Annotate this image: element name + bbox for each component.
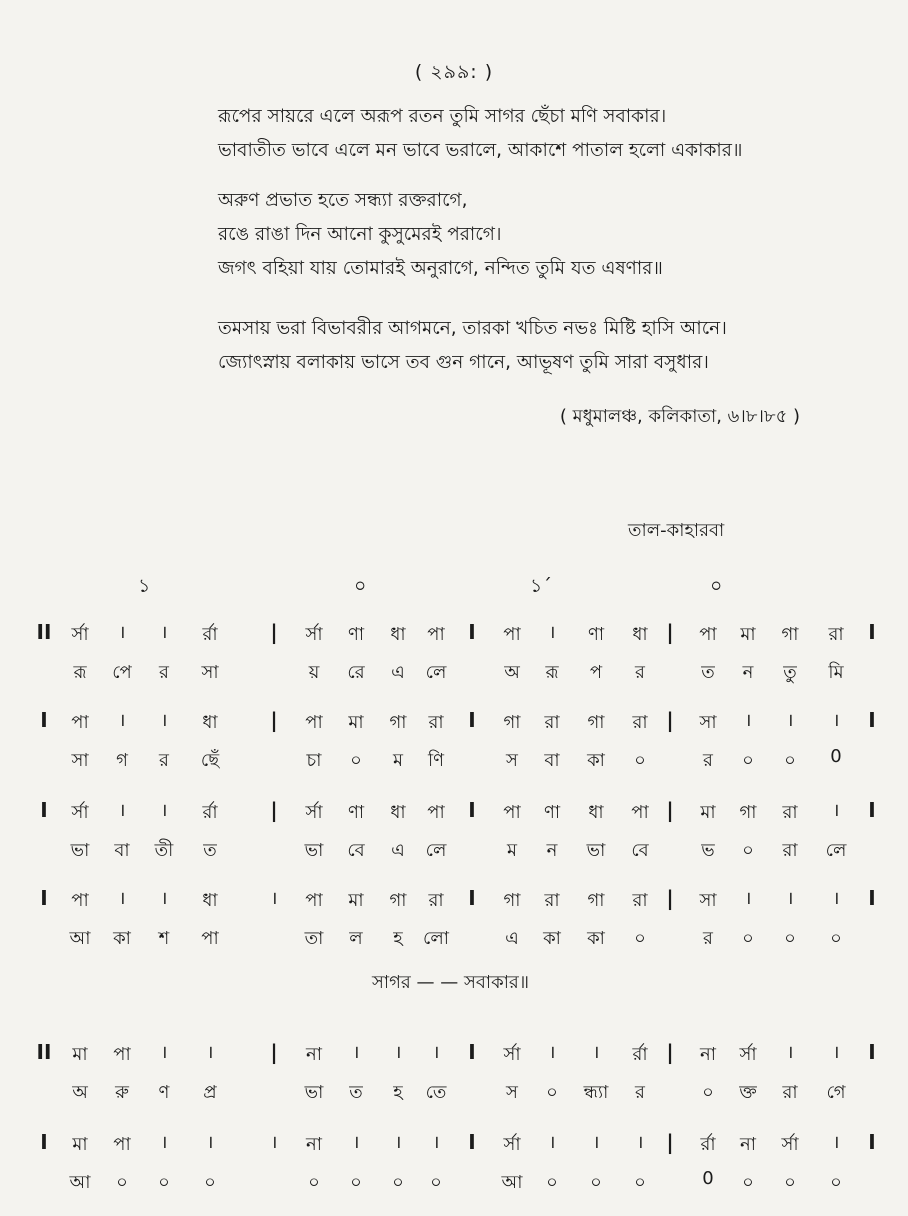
lyric-syllable: লে — [425, 662, 447, 683]
swara-note: গা — [503, 890, 521, 911]
bar-line: । — [160, 710, 168, 731]
lyric-syllable: 0 — [830, 746, 842, 767]
bar-line: I — [40, 886, 48, 910]
bar-line: । — [786, 888, 794, 909]
bar-line: I — [40, 798, 48, 822]
lyric-syllable: ভা — [304, 1082, 324, 1103]
swara-note: পা — [699, 624, 717, 645]
lyric-syllable: ০ — [742, 1172, 754, 1193]
swara-note: পা — [427, 802, 445, 823]
lyric-syllable: হ — [393, 1082, 403, 1103]
beat-mark: ১ — [138, 575, 151, 597]
bar-line: । — [118, 710, 126, 731]
bar-line: | — [270, 620, 278, 644]
swara-note: পা — [71, 712, 89, 733]
bar-line: II — [36, 620, 52, 644]
lyric-syllable: আ — [501, 1172, 523, 1193]
lyric-syllable: ন — [546, 840, 558, 861]
swara-note: পা — [71, 890, 89, 911]
beat-mark: ১´ — [530, 575, 552, 597]
lyric-syllable: প — [589, 662, 603, 683]
lyric-syllable: রা — [782, 840, 798, 861]
lyric-syllable: শ — [158, 928, 170, 949]
swara-note: র্সা — [71, 802, 89, 823]
swara-note: ণা — [347, 624, 365, 645]
bar-line: । — [160, 888, 168, 909]
bar-line: । — [352, 1042, 360, 1063]
bar-line: I — [468, 798, 476, 822]
lyric-syllable: ০ — [742, 840, 754, 861]
bar-line: । — [394, 1042, 402, 1063]
verse-line: জ্যোৎস্নায় বলাকায় ভাসে তব গুন গানে, আভূষণ তুমি সারা বসুধার। — [218, 352, 709, 373]
swara-note: না — [306, 1044, 322, 1065]
bar-line: । — [160, 1042, 168, 1063]
bar-line: । — [206, 1042, 214, 1063]
lyric-syllable: পা — [201, 928, 219, 949]
lyric-syllable: ০ — [158, 1172, 170, 1193]
swara-note: গা — [389, 712, 407, 733]
lyric-syllable: র — [159, 662, 169, 683]
swara-note: না — [700, 1044, 716, 1065]
lyric-syllable: মি — [828, 662, 844, 683]
swara-note: মা — [700, 802, 716, 823]
swara-note: গা — [587, 890, 605, 911]
bar-line: । — [270, 888, 278, 909]
lyric-syllable: ০ — [784, 928, 796, 949]
swara-note: রা — [428, 890, 444, 911]
bar-line: । — [832, 1132, 840, 1153]
swara-note: পা — [503, 624, 521, 645]
bar-line: । — [160, 800, 168, 821]
bar-line: I — [868, 708, 876, 732]
lyric-syllable: ভ — [701, 840, 715, 861]
lyric-syllable: ০ — [430, 1172, 442, 1193]
lyric-syllable: লে — [425, 840, 447, 861]
lyric-syllable: ল — [349, 928, 363, 949]
swara-note: না — [306, 1134, 322, 1155]
lyric-syllable: তা — [304, 928, 324, 949]
lyric-syllable: র — [635, 1082, 645, 1103]
lyric-syllable: ভা — [304, 840, 324, 861]
lyric-syllable: বা — [114, 840, 130, 861]
verse-line: ভাবাতীত ভাবে এলে মন ভাবে ভরালে, আকাশে পাতাল হলো একাকার॥ — [218, 140, 743, 161]
swara-note: রা — [632, 712, 648, 733]
bar-line: I — [468, 620, 476, 644]
lyric-syllable: ০ — [546, 1172, 558, 1193]
lyric-syllable: ০ — [204, 1172, 216, 1193]
verse-line: রূপের সায়রে এলে অরূপ রতন তুমি সাগর ছেঁচা মণি সবাকার। — [218, 106, 667, 127]
swara-note: ধা — [588, 802, 604, 823]
swara-note: র্রা — [202, 802, 218, 823]
lyric-syllable: লো — [423, 928, 449, 949]
swara-note: গা — [739, 802, 757, 823]
swara-note: সা — [699, 712, 717, 733]
lyric-syllable: লে — [825, 840, 847, 861]
lyric-syllable: তু — [783, 662, 797, 683]
lyric-syllable: ণ — [158, 1082, 170, 1103]
lyric-syllable: ০ — [350, 1172, 362, 1193]
lyric-syllable: এ — [505, 928, 519, 949]
lyric-syllable: ০ — [742, 750, 754, 771]
lyric-syllable: র — [635, 662, 645, 683]
lyric-syllable: ০ — [392, 1172, 404, 1193]
bar-line: । — [744, 710, 752, 731]
bar-line: । — [636, 1132, 644, 1153]
bar-line: । — [432, 1042, 440, 1063]
verse-line: তমসায় ভরা বিভাবরীর আগমনে, তারকা খচিত নভঃ মিষ্টি হাসি আনে। — [218, 318, 727, 339]
swara-note: র্রা — [700, 1134, 716, 1155]
swara-note: র্সা — [71, 624, 89, 645]
bar-line: । — [432, 1132, 440, 1153]
lyric-syllable: ০ — [546, 1082, 558, 1103]
bar-line: । — [786, 710, 794, 731]
swara-note: রা — [828, 624, 844, 645]
lyric-syllable: কা — [587, 928, 605, 949]
lyric-syllable: পে — [112, 662, 132, 683]
swara-note: গা — [587, 712, 605, 733]
beat-mark: ০ — [354, 575, 367, 597]
lyric-syllable: ভা — [70, 840, 90, 861]
lyric-syllable: এ — [391, 662, 405, 683]
lyric-syllable: এ — [391, 840, 405, 861]
lyric-syllable: রু — [115, 1082, 129, 1103]
bar-line: I — [868, 1040, 876, 1064]
lyric-syllable: স — [506, 750, 518, 771]
swara-note: র্রা — [632, 1044, 648, 1065]
bar-line: | — [270, 708, 278, 732]
bar-line: । — [206, 1132, 214, 1153]
swara-note: মা — [348, 890, 364, 911]
lyric-syllable: ণি — [427, 750, 445, 771]
swara-note: ণা — [543, 802, 561, 823]
swara-note: গা — [503, 712, 521, 733]
lyric-syllable: ত — [349, 1082, 363, 1103]
bar-line: । — [118, 622, 126, 643]
swara-note: মা — [72, 1044, 88, 1065]
swara-note: র্সা — [503, 1044, 521, 1065]
bar-line: । — [548, 1042, 556, 1063]
swara-note: ধা — [390, 802, 406, 823]
bar-line: । — [118, 800, 126, 821]
lyric-syllable: র — [159, 750, 169, 771]
verse-line: অরুণ প্রভাত হতে সন্ধ্যা রক্তরাগে, — [218, 190, 468, 211]
swara-note: পা — [503, 802, 521, 823]
bar-line: I — [868, 798, 876, 822]
bar-line: | — [666, 886, 674, 910]
lyric-syllable: ০ — [308, 1172, 320, 1193]
swara-note: রা — [544, 890, 560, 911]
lyric-syllable: আ — [69, 1172, 91, 1193]
bar-line: I — [468, 1040, 476, 1064]
swara-note: সা — [699, 890, 717, 911]
lyric-syllable: ০ — [350, 750, 362, 771]
bar-line: I — [468, 886, 476, 910]
bar-line: | — [666, 620, 674, 644]
bar-line: I — [868, 1130, 876, 1154]
bar-line: | — [666, 708, 674, 732]
lyric-syllable: ০ — [116, 1172, 128, 1193]
lyric-syllable: চা — [306, 750, 322, 771]
swara-note: রা — [782, 802, 798, 823]
bar-line: । — [118, 888, 126, 909]
bar-line: । — [832, 1042, 840, 1063]
bar-line: I — [40, 708, 48, 732]
lyric-syllable: গ — [116, 750, 128, 771]
lyric-syllable: সা — [201, 662, 219, 683]
lyric-syllable: কা — [543, 928, 561, 949]
lyric-syllable: ০ — [634, 928, 646, 949]
bar-line: । — [160, 1132, 168, 1153]
lyric-syllable: ০ — [742, 928, 754, 949]
lyric-syllable: রে — [347, 662, 365, 683]
lyric-syllable: ক্ত — [739, 1082, 757, 1103]
bar-line: । — [548, 1132, 556, 1153]
swara-note: পা — [113, 1044, 131, 1065]
bar-line: । — [592, 1132, 600, 1153]
lyric-syllable: তী — [154, 840, 174, 861]
swara-note: ধা — [202, 890, 218, 911]
refrain-line: সাগর — — সবাকার॥ — [372, 972, 529, 993]
bar-line: । — [352, 1132, 360, 1153]
bar-line: । — [548, 622, 556, 643]
bar-line: I — [468, 708, 476, 732]
swara-note: ধা — [632, 624, 648, 645]
swara-note: পা — [113, 1134, 131, 1155]
swara-note: পা — [305, 712, 323, 733]
lyric-syllable: র — [703, 750, 713, 771]
verse-line: জগৎ বহিয়া যায় তোমারই অনুরাগে, নন্দিত তুমি যত এষণার॥ — [218, 258, 663, 279]
lyric-syllable: ছেঁ — [200, 750, 220, 771]
bar-line: । — [160, 622, 168, 643]
lyric-syllable: ত — [203, 840, 217, 861]
lyric-syllable: প্র — [203, 1082, 217, 1103]
swara-note: পা — [305, 890, 323, 911]
bar-line: | — [666, 798, 674, 822]
lyric-syllable: ০ — [830, 928, 842, 949]
lyric-syllable: ০ — [702, 1082, 714, 1103]
bar-line: । — [270, 1132, 278, 1153]
bar-line: । — [786, 1042, 794, 1063]
swara-note: ণা — [587, 624, 605, 645]
lyric-syllable: ম — [507, 840, 517, 861]
swara-note: পা — [427, 624, 445, 645]
swara-note: র্সা — [305, 624, 323, 645]
lyric-syllable: ০ — [784, 750, 796, 771]
swara-note: র্সা — [503, 1134, 521, 1155]
lyric-syllable: য় — [308, 662, 320, 683]
lyric-syllable: আ — [69, 928, 91, 949]
swara-note: ধা — [390, 624, 406, 645]
lyric-syllable: স — [506, 1082, 518, 1103]
lyric-syllable: তে — [425, 1082, 447, 1103]
lyric-syllable: বা — [544, 750, 560, 771]
lyric-syllable: ন — [742, 662, 754, 683]
lyric-syllable: রূ — [545, 662, 559, 683]
beat-mark: ০ — [710, 575, 723, 597]
lyric-syllable: ০ — [634, 1172, 646, 1193]
lyric-syllable: ত — [701, 662, 715, 683]
lyric-syllable: ০ — [634, 750, 646, 771]
bar-line: I — [468, 1130, 476, 1154]
swara-note: ধা — [202, 712, 218, 733]
bar-line: I — [868, 620, 876, 644]
bar-line: I — [868, 886, 876, 910]
bar-line: | — [666, 1130, 674, 1154]
bar-line: । — [832, 800, 840, 821]
lyric-syllable: অ — [72, 1082, 88, 1103]
swara-note: র্রা — [202, 624, 218, 645]
swara-note: ণা — [347, 802, 365, 823]
swara-note: র্সা — [305, 802, 323, 823]
page-number: ( ২৯৯: ) — [414, 61, 494, 83]
bar-line: | — [270, 1040, 278, 1064]
lyric-syllable: ০ — [590, 1172, 602, 1193]
lyric-syllable: হ — [393, 928, 403, 949]
bar-line: । — [832, 888, 840, 909]
swara-note: রা — [428, 712, 444, 733]
lyric-syllable: বে — [347, 840, 365, 861]
lyric-syllable: কা — [113, 928, 131, 949]
swara-note: পা — [631, 802, 649, 823]
lyric-syllable: বে — [631, 840, 649, 861]
lyric-syllable: গে — [826, 1082, 846, 1103]
bar-line: । — [832, 710, 840, 731]
swara-note: মা — [72, 1134, 88, 1155]
lyric-syllable: ন্ধ্যা — [583, 1082, 609, 1103]
lyric-syllable: রূ — [73, 662, 87, 683]
swara-note: রা — [632, 890, 648, 911]
bar-line: । — [744, 888, 752, 909]
bar-line: | — [666, 1040, 674, 1064]
bar-line: । — [592, 1042, 600, 1063]
lyric-syllable: ০ — [784, 1172, 796, 1193]
bar-line: | — [270, 798, 278, 822]
swara-note: মা — [740, 624, 756, 645]
lyric-syllable: ০ — [830, 1172, 842, 1193]
lyric-syllable: ভা — [586, 840, 606, 861]
lyric-syllable: অ — [504, 662, 520, 683]
lyric-syllable: সা — [71, 750, 89, 771]
lyric-syllable: রা — [782, 1082, 798, 1103]
swara-note: মা — [348, 712, 364, 733]
source-citation: ( মধুমালঞ্চ, কলিকাতা, ৬।৮।৮৫ ) — [559, 406, 800, 427]
tala-label: তাল-কাহারবা — [628, 520, 725, 541]
bar-line: । — [394, 1132, 402, 1153]
swara-note: র্সা — [781, 1134, 799, 1155]
lyric-syllable: কা — [587, 750, 605, 771]
lyric-syllable: ম — [393, 750, 403, 771]
verse-line: রঙে রাঙা দিন আনো কুসুমেরই পরাগে। — [218, 224, 502, 245]
swara-note: গা — [389, 890, 407, 911]
swara-note: রা — [544, 712, 560, 733]
lyric-syllable: 0 — [702, 1168, 714, 1189]
lyric-syllable: র — [703, 928, 713, 949]
bar-line: I — [40, 1130, 48, 1154]
swara-note: না — [740, 1134, 756, 1155]
swara-note: গা — [781, 624, 799, 645]
bar-line: II — [36, 1040, 52, 1064]
swara-note: র্সা — [739, 1044, 757, 1065]
